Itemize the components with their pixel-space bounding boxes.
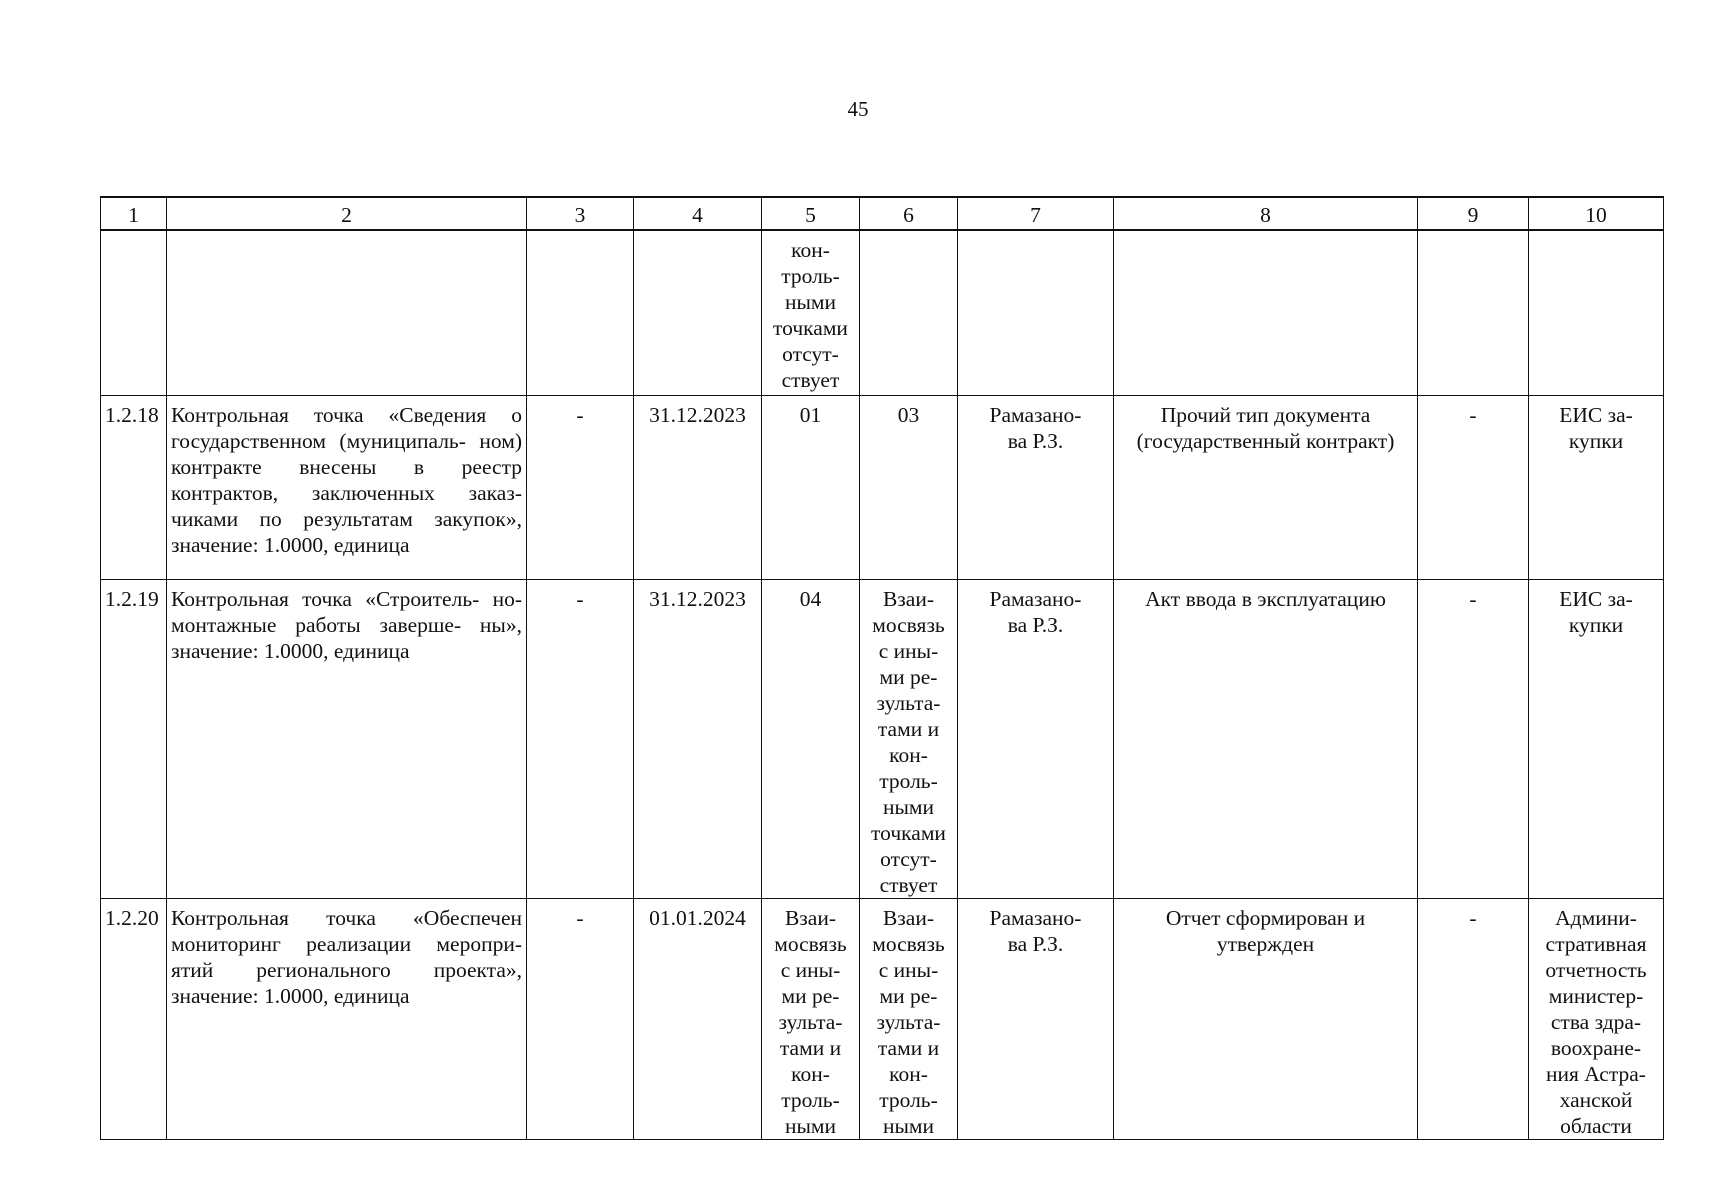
cell-num: 1.2.19 bbox=[101, 580, 167, 899]
cell-col3: - bbox=[527, 396, 634, 580]
cell-line: точками bbox=[773, 316, 848, 340]
cell-line: точками bbox=[871, 821, 946, 845]
cell-line: купки bbox=[1568, 429, 1624, 453]
cell-date bbox=[634, 230, 762, 396]
cell-date: 31.12.2023 bbox=[634, 396, 762, 580]
cell-line: воохране- bbox=[1550, 1036, 1642, 1060]
cell-line: Взаи- bbox=[882, 906, 935, 930]
cell-name: Контрольная точка «Обеспечен мониторинг реализации меропри- ятий регионального проекта», значение: 1.0000, единица bbox=[167, 899, 527, 1140]
header-col-5: 5 bbox=[762, 197, 860, 230]
cell-col3: - bbox=[527, 580, 634, 899]
cell-line: Прочий тип документа bbox=[1160, 403, 1371, 427]
cell-line: тами и bbox=[877, 1036, 940, 1060]
cell-document bbox=[1114, 230, 1418, 396]
cell-line: кон- bbox=[889, 743, 928, 767]
cell-col5 bbox=[762, 396, 860, 580]
cell-col6 bbox=[860, 396, 958, 580]
header-col-1: 1 bbox=[101, 197, 167, 230]
cell-line: ва Р.З. bbox=[1007, 613, 1064, 637]
cell-line: ными bbox=[882, 795, 935, 819]
cell-line: ми ре- bbox=[879, 665, 938, 689]
table-row bbox=[101, 396, 1664, 580]
cell-line: купки bbox=[1568, 613, 1624, 637]
cell-line: кон- bbox=[791, 1062, 830, 1086]
cell-col6 bbox=[860, 580, 958, 899]
cell-line: министер- bbox=[1548, 984, 1644, 1008]
cell-col6 bbox=[860, 230, 958, 396]
cell-line: Отчет сформирован и bbox=[1165, 906, 1366, 930]
cell-line: ва Р.З. bbox=[1007, 932, 1064, 956]
cell-line: ва Р.З. bbox=[1007, 429, 1064, 453]
cell-line: ствует bbox=[879, 873, 938, 897]
cell-line: с ины- bbox=[878, 639, 939, 663]
cell-num: 1.2.20 bbox=[101, 899, 167, 1140]
cell-line: Админи- bbox=[1555, 906, 1637, 930]
cell-line: ния Астра- bbox=[1546, 1062, 1646, 1086]
header-col-10: 10 bbox=[1529, 197, 1664, 230]
header-col-8: 8 bbox=[1114, 197, 1418, 230]
cell-col9: - bbox=[1418, 899, 1529, 1140]
header-col-4: 4 bbox=[634, 197, 762, 230]
cell-line: мосвязь bbox=[774, 932, 847, 956]
cell-line: Взаи- bbox=[882, 587, 935, 611]
cell-line: 01 bbox=[799, 403, 822, 427]
cell-col3 bbox=[527, 230, 634, 396]
page-number: 45 bbox=[847, 97, 869, 121]
cell-line: ными bbox=[784, 1114, 837, 1138]
cell-line: 04 bbox=[799, 587, 822, 611]
cell-line: ствует bbox=[781, 368, 840, 392]
cell-responsible bbox=[958, 899, 1114, 1140]
cell-system bbox=[1529, 230, 1664, 396]
cell-line: отчетность bbox=[1545, 958, 1647, 982]
cell-line: 03 bbox=[897, 403, 920, 427]
cell-line: ЕИС за- bbox=[1559, 403, 1633, 427]
cell-line: ми ре- bbox=[879, 984, 938, 1008]
cell-line: стративная bbox=[1545, 932, 1647, 956]
cell-responsible bbox=[958, 230, 1114, 396]
header-col-2: 2 bbox=[167, 197, 527, 230]
cell-line: ными bbox=[784, 290, 837, 314]
cell-line: ми ре- bbox=[781, 984, 840, 1008]
cell-line: троль- bbox=[879, 769, 938, 793]
cell-line: (государственный контракт) bbox=[1136, 429, 1395, 453]
cell-line: ства здра- bbox=[1550, 1010, 1642, 1034]
cell-line: Рамазано- bbox=[989, 587, 1082, 611]
cell-num bbox=[101, 230, 167, 396]
cell-system bbox=[1529, 899, 1664, 1140]
header-col-6: 6 bbox=[860, 197, 958, 230]
cell-line: зульта- bbox=[876, 691, 941, 715]
cell-line: Взаи- bbox=[784, 906, 837, 930]
cell-line: тами и bbox=[877, 717, 940, 741]
cell-name: Контрольная точка «Строитель- но-монтажные работы заверше- ны», значение: 1.0000, единица bbox=[167, 580, 527, 899]
cell-line: зульта- bbox=[778, 1010, 843, 1034]
cell-system bbox=[1529, 396, 1664, 580]
cell-col9: - bbox=[1418, 396, 1529, 580]
cell-line: кон- bbox=[791, 238, 830, 262]
cell-document bbox=[1114, 580, 1418, 899]
cell-line: Рамазано- bbox=[989, 403, 1082, 427]
cell-line: отсут- bbox=[880, 847, 937, 871]
cell-line: мосвязь bbox=[872, 613, 945, 637]
cell-date: 31.12.2023 bbox=[634, 580, 762, 899]
cell-responsible bbox=[958, 580, 1114, 899]
cell-line: с ины- bbox=[780, 958, 841, 982]
cell-line: тами и bbox=[779, 1036, 842, 1060]
cell-col5 bbox=[762, 899, 860, 1140]
cell-document bbox=[1114, 899, 1418, 1140]
cell-line: Рамазано- bbox=[989, 906, 1082, 930]
cell-line: утвержден bbox=[1216, 932, 1315, 956]
cell-col9: - bbox=[1418, 580, 1529, 899]
cell-line: троль- bbox=[879, 1088, 938, 1112]
table-row-continuation bbox=[101, 230, 1664, 396]
cell-col5 bbox=[762, 580, 860, 899]
table-row bbox=[101, 899, 1664, 1140]
cell-line: ными bbox=[882, 1114, 935, 1138]
cell-line: Акт ввода в эксплуатацию bbox=[1145, 587, 1386, 611]
cell-line: области bbox=[1560, 1114, 1632, 1138]
cell-line: троль- bbox=[781, 264, 840, 288]
cell-system bbox=[1529, 580, 1664, 899]
header-row bbox=[101, 197, 1664, 230]
header-col-3: 3 bbox=[527, 197, 634, 230]
cell-col6 bbox=[860, 899, 958, 1140]
cell-line: мосвязь bbox=[872, 932, 945, 956]
cell-col3: - bbox=[527, 899, 634, 1140]
cell-name bbox=[167, 230, 527, 396]
table-row bbox=[101, 580, 1664, 899]
cell-line: с ины- bbox=[878, 958, 939, 982]
cell-document bbox=[1114, 396, 1418, 580]
cell-line: ханской bbox=[1559, 1088, 1633, 1112]
cell-col5 bbox=[762, 230, 860, 396]
header-col-7: 7 bbox=[958, 197, 1114, 230]
cell-col9 bbox=[1418, 230, 1529, 396]
header-col-9: 9 bbox=[1418, 197, 1529, 230]
cell-line: отсут- bbox=[782, 342, 839, 366]
cell-date: 01.01.2024 bbox=[634, 899, 762, 1140]
cell-line: кон- bbox=[889, 1062, 928, 1086]
cell-line: троль- bbox=[781, 1088, 840, 1112]
cell-responsible bbox=[958, 396, 1114, 580]
control-points-table bbox=[100, 196, 1664, 1140]
cell-line: ЕИС за- bbox=[1559, 587, 1633, 611]
cell-num: 1.2.18 bbox=[101, 396, 167, 580]
cell-line: зульта- bbox=[876, 1010, 941, 1034]
cell-name: Контрольная точка «Сведения о государственном (муниципаль- ном) контракте внесены в реестр контрактов, заключенных заказ- чиками по результатам закупок», значение: 1.0000, единица bbox=[167, 396, 527, 580]
